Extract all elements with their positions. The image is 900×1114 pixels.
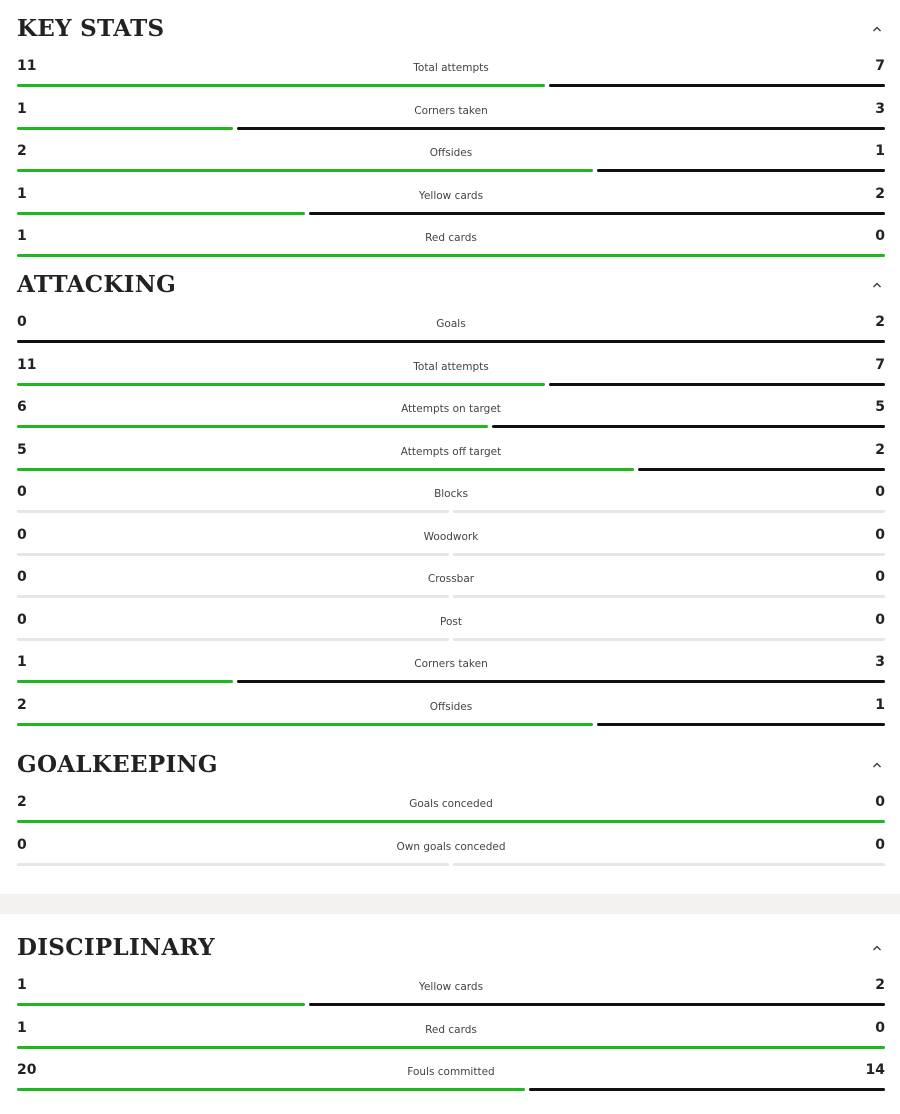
away-bar xyxy=(453,553,885,556)
stat-label: Attempts off target xyxy=(400,446,502,458)
home-value: 2 xyxy=(17,697,27,713)
away-value: 14 xyxy=(865,1062,885,1078)
stat-label: Fouls committed xyxy=(407,1066,495,1078)
away-value: 0 xyxy=(875,837,885,853)
home-bar xyxy=(17,1046,885,1049)
home-bar xyxy=(17,254,885,257)
away-value: 2 xyxy=(875,442,885,458)
stat-comparison-bar xyxy=(17,680,885,683)
stat-label: Red cards xyxy=(425,232,477,244)
away-value: 5 xyxy=(875,399,885,415)
section-title: DISCIPLINARY xyxy=(17,934,215,961)
home-value: 1 xyxy=(17,228,27,244)
section-title: ATTACKING xyxy=(17,271,177,298)
stat-comparison-bar xyxy=(17,84,885,87)
stat-comparison-bar xyxy=(17,340,885,343)
away-value: 0 xyxy=(875,569,885,585)
stat-label: Total attempts xyxy=(413,361,489,373)
stat-row-own-goals-conceded xyxy=(17,837,885,879)
home-value: 0 xyxy=(17,612,27,628)
home-bar xyxy=(17,1088,525,1091)
section-header-disciplinary[interactable] xyxy=(17,933,884,963)
home-value: 0 xyxy=(17,484,27,500)
home-value: 2 xyxy=(17,794,27,810)
away-value: 0 xyxy=(875,794,885,810)
chevron-up-icon[interactable] xyxy=(872,943,882,953)
away-value: 0 xyxy=(875,527,885,543)
stat-label: Corners taken xyxy=(414,658,488,670)
stat-label: Offsides xyxy=(429,701,473,713)
stat-label: Corners taken xyxy=(414,105,488,117)
stat-row-goals xyxy=(17,314,885,356)
away-bar xyxy=(453,510,885,513)
stat-label: Own goals conceded xyxy=(396,841,506,853)
stat-label: Post xyxy=(440,616,462,628)
home-value: 0 xyxy=(17,527,27,543)
stat-comparison-bar xyxy=(17,1003,885,1006)
home-value: 11 xyxy=(17,357,37,373)
stat-row-post xyxy=(17,612,885,654)
section-title: KEY STATS xyxy=(17,15,165,42)
stat-comparison-bar xyxy=(17,212,885,215)
home-bar xyxy=(17,595,449,598)
home-bar xyxy=(17,425,488,428)
stat-label: Goals xyxy=(436,318,466,330)
stat-row-crossbar xyxy=(17,569,885,611)
stat-label: Crossbar xyxy=(427,573,475,585)
stat-row-offsides xyxy=(17,143,885,185)
home-bar xyxy=(17,383,545,386)
stat-row-yellow-cards xyxy=(17,977,885,1019)
away-bar xyxy=(529,1088,885,1091)
stat-comparison-bar xyxy=(17,595,885,598)
away-value: 3 xyxy=(875,101,885,117)
away-value: 1 xyxy=(875,143,885,159)
away-bar xyxy=(17,340,885,343)
home-bar xyxy=(17,723,593,726)
away-value: 1 xyxy=(875,697,885,713)
home-bar xyxy=(17,553,449,556)
stat-label: Attempts on target xyxy=(401,403,501,415)
stat-label: Yellow cards xyxy=(418,190,484,202)
section-divider-band xyxy=(0,894,900,914)
away-value: 0 xyxy=(875,228,885,244)
away-bar xyxy=(492,425,885,428)
stat-label: Goals conceded xyxy=(409,798,493,810)
stat-comparison-bar xyxy=(17,254,885,257)
stat-row-total-attempts xyxy=(17,357,885,399)
stat-comparison-bar xyxy=(17,1088,885,1091)
away-bar xyxy=(237,127,885,130)
away-bar xyxy=(549,383,885,386)
chevron-up-icon[interactable] xyxy=(872,760,882,770)
stat-comparison-bar xyxy=(17,863,885,866)
stat-comparison-bar xyxy=(17,468,885,471)
home-bar xyxy=(17,169,593,172)
stat-comparison-bar xyxy=(17,383,885,386)
stat-row-blocks xyxy=(17,484,885,526)
home-bar xyxy=(17,820,885,823)
away-bar xyxy=(597,169,885,172)
home-value: 11 xyxy=(17,58,37,74)
home-bar xyxy=(17,1003,305,1006)
home-bar xyxy=(17,84,545,87)
away-value: 2 xyxy=(875,977,885,993)
home-value: 1 xyxy=(17,186,27,202)
home-value: 2 xyxy=(17,143,27,159)
away-value: 7 xyxy=(875,357,885,373)
home-value: 0 xyxy=(17,569,27,585)
stat-row-woodwork xyxy=(17,527,885,569)
away-bar xyxy=(597,723,885,726)
home-bar xyxy=(17,212,305,215)
stat-comparison-bar xyxy=(17,127,885,130)
stat-label: Woodwork xyxy=(423,531,479,543)
stat-comparison-bar xyxy=(17,820,885,823)
stat-row-red-cards xyxy=(17,1020,885,1062)
stat-row-attempts-on-target xyxy=(17,399,885,441)
chevron-up-icon[interactable] xyxy=(872,24,882,34)
section-header-goalkeeping[interactable] xyxy=(17,750,884,780)
home-value: 1 xyxy=(17,977,27,993)
home-bar xyxy=(17,680,233,683)
stat-comparison-bar xyxy=(17,1046,885,1049)
stat-row-total-attempts xyxy=(17,58,885,100)
home-bar xyxy=(17,863,449,866)
stat-row-goals-conceded xyxy=(17,794,885,836)
home-value: 20 xyxy=(17,1062,37,1078)
home-bar xyxy=(17,510,449,513)
stat-label: Total attempts xyxy=(413,62,489,74)
stat-row-corners-taken xyxy=(17,654,885,696)
home-value: 1 xyxy=(17,1020,27,1036)
stat-label: Offsides xyxy=(429,147,473,159)
home-bar xyxy=(17,468,634,471)
stat-comparison-bar xyxy=(17,638,885,641)
stat-label: Blocks xyxy=(434,488,468,500)
section-header-attacking[interactable] xyxy=(17,270,884,300)
stat-label: Red cards xyxy=(425,1024,477,1036)
away-bar xyxy=(309,1003,885,1006)
home-value: 6 xyxy=(17,399,27,415)
stat-row-offsides xyxy=(17,697,885,739)
away-bar xyxy=(453,863,885,866)
section-header-key-stats[interactable] xyxy=(17,14,884,44)
chevron-up-icon[interactable] xyxy=(872,280,882,290)
home-bar xyxy=(17,638,449,641)
stat-comparison-bar xyxy=(17,553,885,556)
away-value: 2 xyxy=(875,186,885,202)
stat-comparison-bar xyxy=(17,169,885,172)
away-bar xyxy=(549,84,885,87)
away-bar xyxy=(309,212,885,215)
stat-comparison-bar xyxy=(17,425,885,428)
stat-comparison-bar xyxy=(17,510,885,513)
stat-row-red-cards xyxy=(17,228,885,270)
home-value: 1 xyxy=(17,101,27,117)
stat-row-corners-taken xyxy=(17,101,885,143)
away-value: 3 xyxy=(875,654,885,670)
away-value: 7 xyxy=(875,58,885,74)
away-bar xyxy=(453,595,885,598)
away-value: 0 xyxy=(875,1020,885,1036)
home-value: 0 xyxy=(17,314,27,330)
home-value: 0 xyxy=(17,837,27,853)
away-value: 0 xyxy=(875,484,885,500)
stat-row-fouls-committed xyxy=(17,1062,885,1104)
stat-row-attempts-off-target xyxy=(17,442,885,484)
stat-label: Yellow cards xyxy=(418,981,484,993)
home-value: 1 xyxy=(17,654,27,670)
stat-comparison-bar xyxy=(17,723,885,726)
home-value: 5 xyxy=(17,442,27,458)
stat-row-yellow-cards xyxy=(17,186,885,228)
away-value: 0 xyxy=(875,612,885,628)
away-bar xyxy=(453,638,885,641)
away-bar xyxy=(237,680,885,683)
away-value: 2 xyxy=(875,314,885,330)
away-bar xyxy=(638,468,885,471)
section-title: GOALKEEPING xyxy=(17,751,218,778)
home-bar xyxy=(17,127,233,130)
